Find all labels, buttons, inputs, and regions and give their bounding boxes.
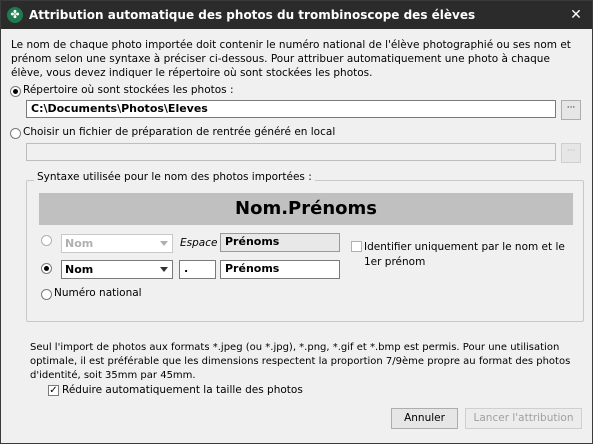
national-number-radio[interactable] — [41, 289, 52, 300]
window-title: Attribution automatique des photos du trombinoscope des élèves — [29, 8, 476, 22]
chevron-down-icon — [160, 241, 168, 246]
chevron-down-icon — [160, 267, 168, 272]
title-bar — [1, 1, 592, 29]
syntax-row1-firstname-field: Prénoms — [220, 233, 340, 252]
syntax-row2-separator-input[interactable]: . — [179, 260, 216, 279]
directory-label: Répertoire où sont stockées les photos : — [23, 84, 234, 96]
identify-checkbox[interactable] — [351, 241, 362, 252]
file-input[interactable] — [26, 143, 556, 161]
national-number-label: Numéro national — [54, 287, 142, 299]
cancel-button[interactable]: Annuler — [391, 408, 458, 429]
close-icon[interactable]: ✕ — [570, 7, 582, 23]
description-text: Le nom de chaque photo importée doit contenir le numéro national de l'élève photographié ou ses nom et prénom selon une syntaxe à préciser ci-dessous. Pour attribuer automatiquement une photo à chaque élève, vous devez indiquer le répertoire où sont stockées les photos. — [11, 39, 571, 79]
syntax-preview: Nom.Prénoms — [39, 193, 573, 225]
syntax-group-title: Syntaxe utilisée pour le nom des photos importées : — [34, 171, 315, 183]
syntax-row2-firstname-field[interactable]: Prénoms — [220, 260, 340, 279]
file-radio[interactable] — [10, 128, 21, 139]
syntax-row1-name-value: Nom — [65, 237, 94, 250]
directory-browse-button[interactable]: ··· — [561, 100, 581, 120]
resize-checkbox-label: Réduire automatiquement la taille des photos — [62, 384, 303, 396]
directory-input[interactable]: C:\Documents\Photos\Eleves — [26, 100, 556, 118]
directory-radio[interactable] — [10, 86, 21, 97]
file-browse-button[interactable]: ··· — [561, 143, 581, 163]
format-note: Seul l'import de photos aux formats *.jpeg (ou *.jpg), *.png, *.gif et *.bmp est permis. Pour une utilisation optimale, il est préférable que les dimensions respectent la proportion 7/9ème propre au format des photos d'identité, soit 35mm par 45mm. — [30, 342, 571, 381]
syntax-row2-name-value: Nom — [65, 263, 94, 276]
syntax-row1-name-select[interactable] — [61, 234, 173, 253]
cloverleaf-icon: ✤ — [7, 7, 23, 23]
file-label: Choisir un fichier de préparation de rentrée généré en local — [23, 126, 336, 138]
syntax-row2-name-select[interactable] — [61, 260, 173, 279]
syntax-row1-radio[interactable] — [41, 235, 52, 246]
identify-checkbox-label: Identifier uniquement par le nom et le 1er prénom — [364, 241, 565, 268]
syntax-row2-radio[interactable] — [41, 263, 52, 274]
syntax-row1-separator-label: Espace — [180, 237, 218, 249]
resize-checkbox[interactable]: ✓ — [49, 385, 58, 396]
launch-attribution-button[interactable]: Lancer l'attribution — [465, 408, 582, 429]
